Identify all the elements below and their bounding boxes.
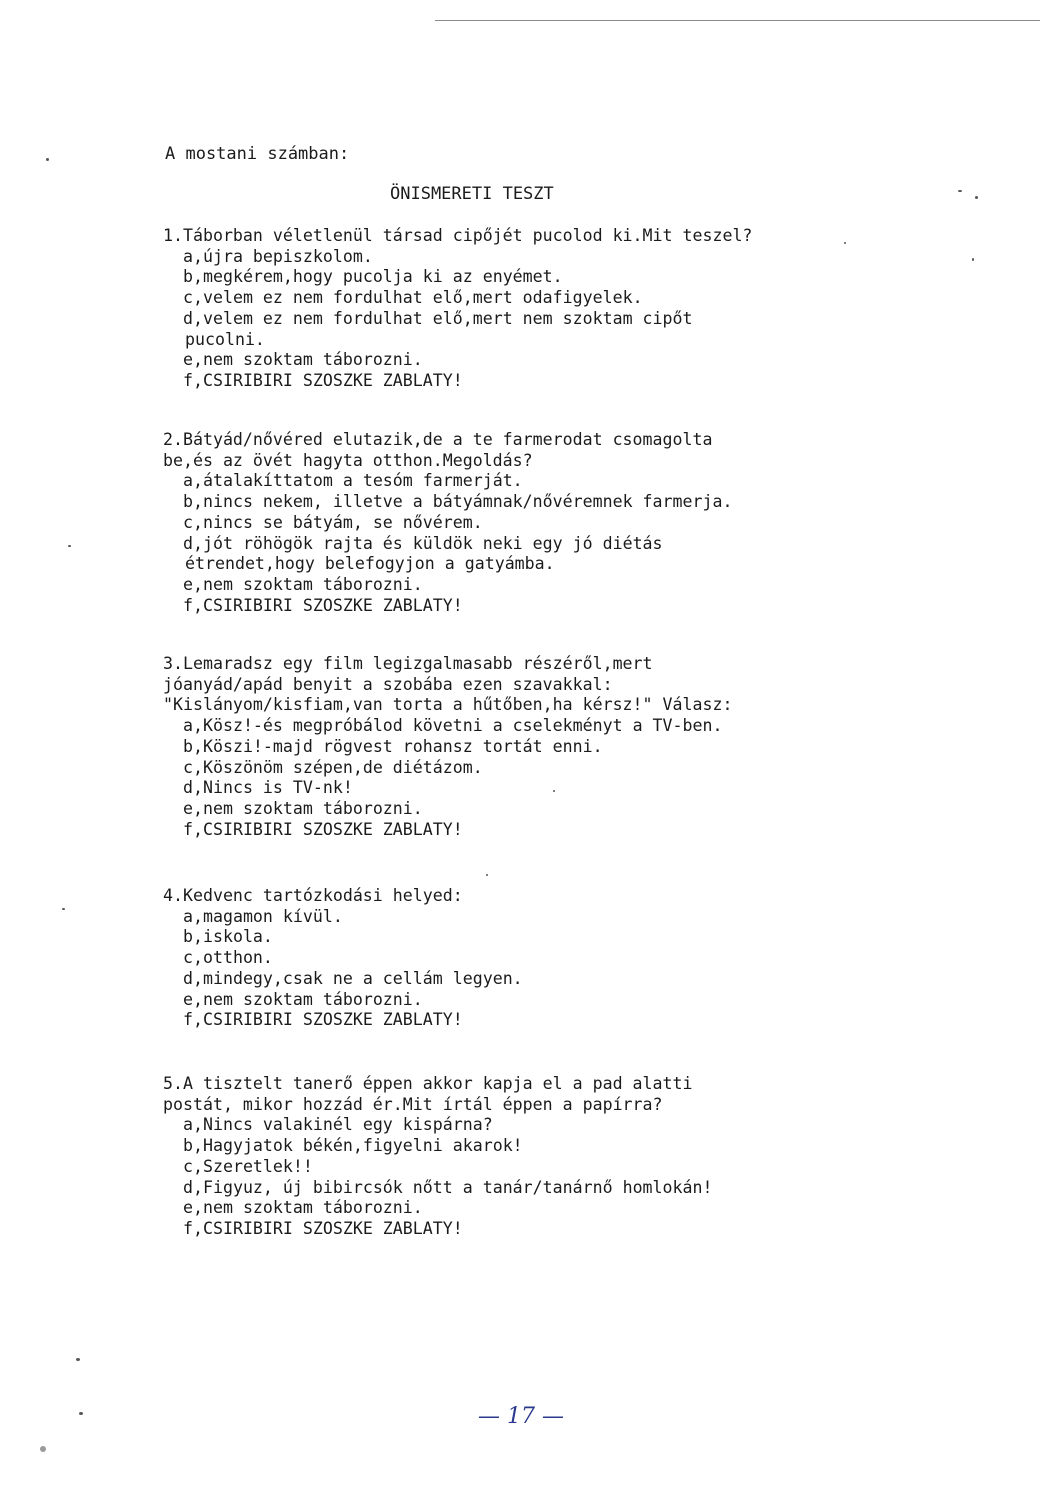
question-stem-line: 2.Bátyád/nővéred elutazik,de a te farmerodat csomagolta [163, 430, 713, 449]
scan-speck [46, 158, 49, 161]
answer-option: d,Figyuz, új bibircsók nőtt a tanár/tanárnő homlokán! [183, 1177, 713, 1197]
question-stem-line: be,és az övét hagyta otthon.Megoldás? [163, 450, 533, 470]
scan-speck [68, 545, 71, 547]
answer-option: c,Szeretlek!! [183, 1156, 313, 1176]
question-stem-line: 4.Kedvenc tartózkodási helyed: [163, 886, 463, 905]
answer-option: a,Kösz!-és megpróbálod követni a cselekményt a TV-ben. [183, 716, 723, 736]
scan-edge-line [435, 20, 1040, 21]
scan-speck [62, 908, 65, 910]
answer-option: a,átalakíttatom a tesóm farmerját. [183, 471, 523, 491]
question-stem-line: 3.Lemaradsz egy film legizgalmasabb részéről,mert [163, 654, 653, 673]
scan-speck [972, 258, 974, 261]
answer-option: b,iskola. [183, 927, 273, 947]
answer-option: c,Köszönöm szépen,de diétázom. [183, 757, 483, 777]
answer-option: d,mindegy,csak ne a cellám legyen. [183, 968, 523, 988]
answer-option: e,nem szoktam táborozni. [183, 989, 423, 1009]
answer-option-continuation: pucolni. [185, 329, 265, 349]
answer-option: d,jót röhögök rajta és küldök neki egy jó diétás [183, 533, 663, 553]
scan-speck [844, 242, 846, 244]
question-2 [163, 430, 732, 616]
answer-option: b,Köszi!-majd rögvest rohansz tortát enni. [183, 736, 603, 756]
question-stem-line: postát, mikor hozzád ér.Mit írtál éppen a papírra? [163, 1094, 663, 1114]
answer-option: e,nem szoktam táborozni. [183, 1198, 423, 1218]
issue-header: A mostani számban: [165, 144, 350, 164]
question-stem-line: jóanyád/apád benyit a szobába ezen szavakkal: [163, 674, 613, 694]
question-stem-line: "Kislányom/kisfiam,van torta a hűtőben,ha kérsz!" Válasz: [163, 695, 733, 715]
scan-speck [975, 196, 978, 199]
answer-option: c,nincs se bátyám, se nővérem. [183, 512, 483, 532]
answer-option: f,CSIRIBIRI SZOSZKE ZABLATY! [183, 819, 463, 839]
scan-speck [79, 1412, 83, 1415]
answer-option: a,újra bepiszkolom. [183, 246, 373, 266]
question-5 [163, 1074, 713, 1240]
scan-speck [40, 1446, 46, 1452]
scan-speck [553, 790, 555, 792]
scan-speck [486, 874, 488, 876]
scan-speck [958, 190, 962, 192]
handwritten-page-number: — 17 — [478, 1404, 564, 1429]
answer-option: e,nem szoktam táborozni. [183, 350, 423, 370]
answer-option: b,megkérem,hogy pucolja ki az enyémet. [183, 267, 563, 287]
answer-option: e,nem szoktam táborozni. [183, 574, 423, 594]
scan-speck [76, 1358, 80, 1361]
answer-option: e,nem szoktam táborozni. [183, 798, 423, 818]
answer-option: c,velem ez nem fordulhat elő,mert odafigyelek. [183, 288, 643, 308]
answer-option: c,otthon. [183, 948, 273, 968]
answer-option: d,velem ez nem fordulhat elő,mert nem szoktam cipőt [183, 308, 693, 328]
answer-option: f,CSIRIBIRI SZOSZKE ZABLATY! [183, 595, 463, 615]
answer-option-continuation: étrendet,hogy belefogyjon a gatyámba. [185, 554, 555, 574]
question-3 [163, 654, 732, 840]
answer-option: a,Nincs valakinél egy kispárna? [183, 1115, 493, 1135]
question-stem-line: 1.Táborban véletlenül társad cipőjét pucolod ki.Mit teszel? [163, 226, 753, 245]
answer-option: d,Nincs is TV-nk! [183, 778, 353, 798]
question-4 [163, 886, 523, 1031]
answer-option: b,Hagyjatok békén,figyelni akarok! [183, 1136, 523, 1156]
answer-option: f,CSIRIBIRI SZOSZKE ZABLATY! [183, 370, 463, 390]
question-stem-line: 5.A tisztelt tanerő éppen akkor kapja el a pad alatti [163, 1074, 693, 1093]
question-1 [163, 226, 752, 392]
test-title: ÖNISMERETI TESZT [390, 184, 554, 204]
answer-option: f,CSIRIBIRI SZOSZKE ZABLATY! [183, 1218, 463, 1238]
answer-option: b,nincs nekem, illetve a bátyámnak/nővéremnek farmerja. [183, 492, 733, 512]
answer-option: a,magamon kívül. [183, 906, 343, 926]
answer-option: f,CSIRIBIRI SZOSZKE ZABLATY! [183, 1010, 463, 1030]
